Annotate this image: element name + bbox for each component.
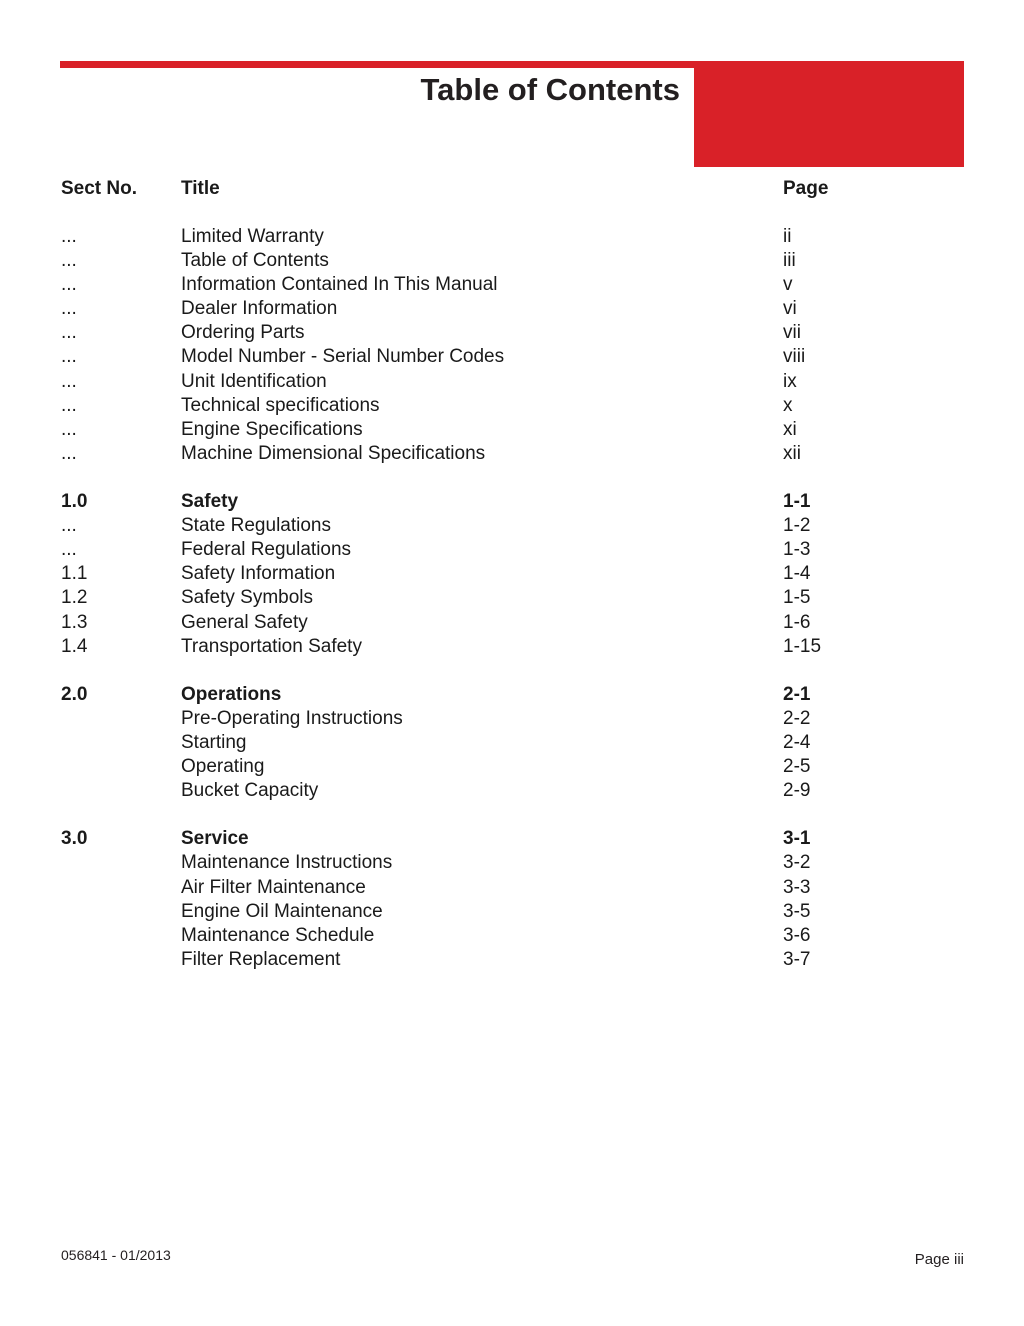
toc-entry-title: Starting xyxy=(181,731,247,753)
toc-page-number: 3-3 xyxy=(783,876,811,898)
toc-sect-number: ... xyxy=(61,442,77,464)
toc-sect-number: ... xyxy=(61,515,77,537)
toc-entry[interactable] xyxy=(0,273,1024,297)
toc-sect-number: 1.1 xyxy=(61,563,88,585)
toc-entry[interactable] xyxy=(0,418,1024,442)
toc-sect-number: ... xyxy=(61,370,77,392)
group-spacer xyxy=(0,659,1024,683)
group-spacer xyxy=(0,466,1024,490)
toc-entry-title: Air Filter Maintenance xyxy=(181,876,366,898)
toc-entry-title: Engine Specifications xyxy=(181,418,363,440)
toc-sect-number: 1.2 xyxy=(61,587,88,609)
toc-entry-title: Table of Contents xyxy=(181,250,329,272)
toc-entry[interactable] xyxy=(0,731,1024,755)
toc-entry[interactable] xyxy=(0,370,1024,394)
toc-column-headers xyxy=(0,177,1024,201)
toc-entry-title: Bucket Capacity xyxy=(181,780,319,802)
column-header-page: Page xyxy=(783,178,829,199)
toc-page-number: xii xyxy=(783,442,801,464)
toc-entry[interactable] xyxy=(0,514,1024,538)
toc-sect-number: 1.0 xyxy=(61,491,88,513)
toc-entry-title: Unit Identification xyxy=(181,370,327,392)
toc-sect-number: ... xyxy=(61,322,77,344)
toc-page-number: 2-1 xyxy=(783,683,811,705)
toc-page-number: 3-7 xyxy=(783,948,811,970)
toc-entry-title: General Safety xyxy=(181,611,308,633)
toc-entry-title: Technical specifications xyxy=(181,394,380,416)
toc-entry[interactable] xyxy=(0,586,1024,610)
toc-sect-number: 1.4 xyxy=(61,635,88,657)
toc-sect-number: ... xyxy=(61,539,77,561)
column-header-title: Title xyxy=(181,178,220,199)
toc-entry[interactable] xyxy=(0,779,1024,803)
document-code: 056841 - 01/2013 xyxy=(61,1247,171,1263)
toc-entry-title: Service xyxy=(181,828,249,850)
toc-entry-title: Engine Oil Maintenance xyxy=(181,900,383,922)
toc-page-number: 2-5 xyxy=(783,756,811,778)
toc-page-number: 1-2 xyxy=(783,515,811,537)
toc-sect-number: ... xyxy=(61,298,77,320)
toc-entry-title: Operating xyxy=(181,756,265,778)
toc-entry-title: Dealer Information xyxy=(181,298,338,320)
toc-page-number: 3-5 xyxy=(783,900,811,922)
toc-page-number: v xyxy=(783,274,793,296)
toc-page-number: viii xyxy=(783,346,806,368)
toc-entry[interactable] xyxy=(0,924,1024,948)
toc-entry[interactable] xyxy=(0,225,1024,249)
toc-section-heading[interactable] xyxy=(0,683,1024,707)
toc-entry[interactable] xyxy=(0,755,1024,779)
toc-entry[interactable] xyxy=(0,538,1024,562)
toc-page-number: 1-3 xyxy=(783,539,811,561)
toc-entry-title: Information Contained In This Manual xyxy=(181,274,498,296)
toc-sect-number: 2.0 xyxy=(61,683,88,705)
toc-sect-number: ... xyxy=(61,394,77,416)
toc-sect-number: ... xyxy=(61,274,77,296)
toc-entry-title: Transportation Safety xyxy=(181,635,362,657)
toc-page-number: 1-6 xyxy=(783,611,811,633)
toc-sect-number: 1.3 xyxy=(61,611,88,633)
header-accent-block xyxy=(694,61,964,167)
toc-entry[interactable] xyxy=(0,394,1024,418)
toc-page-number: 1-1 xyxy=(783,491,811,513)
toc-list xyxy=(0,225,1024,972)
toc-entry[interactable] xyxy=(0,345,1024,369)
toc-entry[interactable] xyxy=(0,876,1024,900)
toc-entry-title: Maintenance Instructions xyxy=(181,852,393,874)
toc-entry[interactable] xyxy=(0,900,1024,924)
toc-page-number: ii xyxy=(783,226,792,247)
toc-entry-title: Safety Symbols xyxy=(181,587,313,609)
toc-page-number: 2-9 xyxy=(783,780,811,802)
toc-entry-title: Safety xyxy=(181,491,239,513)
toc-entry-title: Maintenance Schedule xyxy=(181,924,375,946)
toc-page-number: 1-4 xyxy=(783,563,811,585)
toc-page-number: 3-2 xyxy=(783,852,811,874)
toc-entry[interactable] xyxy=(0,851,1024,875)
toc-entry[interactable] xyxy=(0,249,1024,273)
toc-section-heading[interactable] xyxy=(0,827,1024,851)
toc-entry[interactable] xyxy=(0,611,1024,635)
toc-entry-title: Pre-Operating Instructions xyxy=(181,707,403,729)
toc-entry-title: Filter Replacement xyxy=(181,948,341,970)
toc-sect-number: ... xyxy=(61,226,77,247)
toc-page-number: 2-2 xyxy=(783,707,811,729)
toc-page-number: 1-15 xyxy=(783,635,822,657)
toc-entry-title: Safety Information xyxy=(181,563,336,585)
toc-page-number: 1-5 xyxy=(783,587,811,609)
toc-entry-title: Model Number - Serial Number Codes xyxy=(181,346,505,368)
page-title: Table of Contents xyxy=(420,72,680,107)
group-spacer xyxy=(0,803,1024,827)
toc-page-number: ix xyxy=(783,370,797,392)
toc-sect-number: ... xyxy=(61,346,77,368)
column-header-sect: Sect No. xyxy=(61,178,138,199)
toc-entry[interactable] xyxy=(0,442,1024,466)
toc-entry[interactable] xyxy=(0,948,1024,972)
toc-sect-number: ... xyxy=(61,418,77,440)
toc-entry[interactable] xyxy=(0,707,1024,731)
toc-page-number: x xyxy=(783,394,793,416)
toc-page-number: iii xyxy=(783,250,796,272)
toc-page-number: 3-1 xyxy=(783,828,811,850)
toc-entry[interactable] xyxy=(0,297,1024,321)
toc-entry[interactable] xyxy=(0,635,1024,659)
toc-section-heading[interactable] xyxy=(0,490,1024,514)
toc-sect-number: ... xyxy=(61,250,77,272)
toc-entry[interactable] xyxy=(0,562,1024,586)
toc-entry-title: State Regulations xyxy=(181,515,331,537)
toc-entry-title: Federal Regulations xyxy=(181,539,352,561)
toc-entry[interactable] xyxy=(0,321,1024,345)
toc-entry-title: Limited Warranty xyxy=(181,226,324,247)
toc-page-number: 3-6 xyxy=(783,924,811,946)
toc-entry-title: Machine Dimensional Specifications xyxy=(181,442,486,464)
toc-sect-number: 3.0 xyxy=(61,828,88,850)
toc-entry-title: Operations xyxy=(181,683,282,705)
toc-page-number: xi xyxy=(783,418,797,440)
page-number: Page iii xyxy=(914,1251,964,1268)
toc-page-number: 2-4 xyxy=(783,731,811,753)
toc-entry-title: Ordering Parts xyxy=(181,322,305,344)
toc-page-number: vi xyxy=(783,298,797,320)
toc-page-number: vii xyxy=(783,322,801,344)
